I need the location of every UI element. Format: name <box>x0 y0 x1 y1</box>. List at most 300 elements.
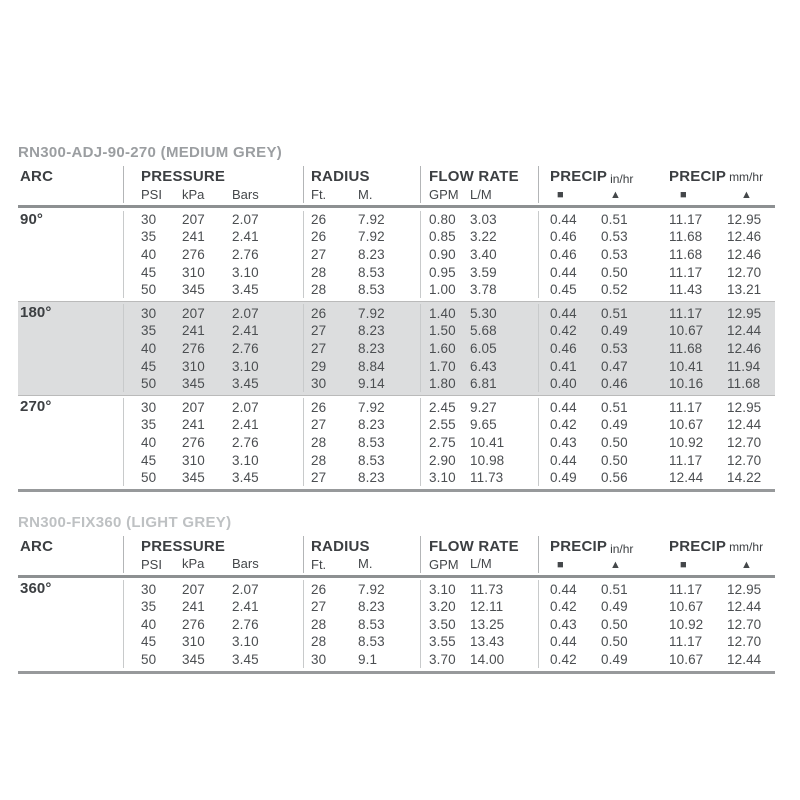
arc-label: 90° <box>20 210 43 228</box>
column-header-pressure <box>123 536 303 556</box>
cell-psi: 30 <box>123 580 172 598</box>
cell-precip-inhr-triangle: 0.51 <box>601 399 628 415</box>
cell-precip-mmhr-square: 11.43 <box>669 282 703 298</box>
table-bottom-rule <box>18 489 775 492</box>
cell-psi: 45 <box>123 263 172 281</box>
cell-bars: 2.76 <box>232 616 259 632</box>
cell-psi: 40 <box>123 434 172 452</box>
column-subheader-radius-m: M. <box>358 556 373 572</box>
triangle-icon <box>598 186 660 203</box>
cell-radius-ft: 28 <box>303 451 355 469</box>
cell-precip-inhr-triangle: 0.50 <box>601 264 628 280</box>
symbol-glyph: ■ <box>557 558 564 571</box>
column-header-arc: ARC <box>20 537 54 555</box>
triangle-icon <box>598 556 660 573</box>
cell-precip-mmhr-triangle: 12.95 <box>727 305 762 321</box>
cell-psi: 45 <box>123 357 172 375</box>
column-header-radius <box>303 166 420 186</box>
cell-precip-mmhr-triangle: 12.44 <box>727 652 762 668</box>
cell-radius-m: 7.92 <box>358 581 385 597</box>
cell-kpa: 345 <box>182 282 205 298</box>
column-header-label: PRESSURE <box>141 168 226 185</box>
column-header-unit: mm/hr <box>729 539 764 554</box>
cell-kpa: 241 <box>182 323 205 339</box>
cell-radius-m: 8.53 <box>358 264 385 280</box>
column-header-label: PRECIP <box>669 168 727 185</box>
cell-psi: 35 <box>123 598 172 616</box>
cell-precip-mmhr-square: 11.68 <box>669 246 703 262</box>
datasheet-content <box>18 144 775 696</box>
column-header-precip-in <box>538 166 660 186</box>
cell-precip-inhr-square: 0.44 <box>538 580 598 598</box>
cell-psi: 30 <box>123 211 172 229</box>
symbol-glyph: ■ <box>680 558 687 571</box>
cell-precip-mmhr-square: 11.17 <box>669 399 703 415</box>
cell-precip-mmhr-square: 10.41 <box>669 358 704 374</box>
cell-flow-gpm: 3.10 <box>420 580 468 598</box>
column-header-label: PRESSURE <box>141 537 226 555</box>
cell-precip-inhr-triangle: 0.51 <box>601 305 628 321</box>
cell-psi: 50 <box>123 651 172 669</box>
symbol-glyph: ■ <box>680 189 687 201</box>
table-row <box>18 357 775 375</box>
cell-kpa: 345 <box>182 376 205 392</box>
table-title: RN300-ADJ-90-270 (MEDIUM GREY) <box>18 144 283 161</box>
cell-precip-mmhr-triangle: 12.44 <box>727 599 762 615</box>
column-header-label: RADIUS <box>311 537 370 555</box>
symbol-glyph: ▲ <box>741 189 752 201</box>
cell-precip-inhr-square: 0.43 <box>538 434 598 452</box>
table-title: RN300-FIX360 (LIGHT GREY) <box>18 513 232 531</box>
cell-flow-lm: 6.81 <box>470 376 497 392</box>
cell-flow-gpm: 1.70 <box>420 357 468 375</box>
cell-precip-mmhr-square: 11.17 <box>669 581 703 597</box>
cell-flow-lm: 12.11 <box>470 599 504 615</box>
cell-precip-mmhr-square: 12.44 <box>669 470 704 486</box>
cell-psi: 45 <box>123 451 172 469</box>
cell-flow-gpm: 1.40 <box>420 304 468 322</box>
cell-flow-gpm: 0.85 <box>420 228 468 246</box>
cell-precip-mmhr-square: 10.92 <box>669 616 704 632</box>
cell-bars: 3.10 <box>232 358 259 374</box>
cell-kpa: 207 <box>182 212 205 227</box>
cell-flow-lm: 11.73 <box>470 470 504 486</box>
cell-flow-gpm: 3.10 <box>420 469 468 487</box>
cell-bars: 2.76 <box>232 246 259 262</box>
cell-precip-inhr-triangle: 0.49 <box>601 417 628 433</box>
cell-flow-lm: 10.98 <box>470 452 505 468</box>
cell-radius-ft: 30 <box>303 375 355 393</box>
cell-bars: 2.07 <box>232 581 259 597</box>
cell-precip-mmhr-triangle: 12.46 <box>727 229 762 245</box>
cell-bars: 2.41 <box>232 229 259 245</box>
column-header-label: RADIUS <box>311 168 370 185</box>
cell-radius-ft: 28 <box>303 616 355 634</box>
column-header-precip-mm <box>660 167 775 186</box>
arc-section-270 <box>18 395 775 489</box>
cell-radius-m: 9.14 <box>358 376 385 392</box>
cell-precip-inhr-square: 0.44 <box>538 263 598 281</box>
cell-psi: 30 <box>123 398 172 416</box>
table-row <box>18 228 775 246</box>
arc-label: 270° <box>20 398 52 416</box>
cell-radius-m: 9.1 <box>358 652 378 668</box>
cell-bars: 3.45 <box>232 376 259 392</box>
cell-flow-lm: 3.59 <box>470 264 497 280</box>
cell-flow-gpm: 3.70 <box>420 651 468 669</box>
cell-precip-inhr-square: 0.46 <box>538 246 598 264</box>
cell-kpa: 207 <box>182 305 205 321</box>
cell-precip-mmhr-triangle: 12.46 <box>727 246 762 262</box>
cell-precip-inhr-square: 0.42 <box>538 416 598 434</box>
cell-flow-lm: 3.40 <box>470 246 497 262</box>
symbol-glyph: ▲ <box>610 189 621 201</box>
cell-radius-ft: 26 <box>303 211 355 229</box>
cell-radius-ft: 26 <box>303 398 355 416</box>
cell-precip-mmhr-triangle: 12.95 <box>727 212 762 227</box>
column-subheader-psi: PSI <box>123 556 172 573</box>
cell-bars: 3.10 <box>232 264 259 280</box>
cell-psi: 35 <box>123 228 172 246</box>
column-subheader-kpa: kPa <box>182 556 205 572</box>
column-subheader-flow-lm: L/M <box>470 186 492 202</box>
cell-flow-lm: 9.27 <box>470 399 497 415</box>
cell-precip-inhr-square: 0.42 <box>538 598 598 616</box>
cell-bars: 2.41 <box>232 417 259 433</box>
cell-radius-ft: 28 <box>303 281 355 299</box>
cell-kpa: 345 <box>182 652 205 668</box>
cell-kpa: 310 <box>182 358 205 374</box>
cell-precip-inhr-triangle: 0.50 <box>601 434 628 450</box>
header-group-row <box>18 536 775 556</box>
cell-radius-m: 8.53 <box>358 282 385 298</box>
cell-radius-ft: 26 <box>303 228 355 246</box>
cell-flow-lm: 13.43 <box>470 634 505 650</box>
cell-precip-mmhr-square: 11.17 <box>669 634 703 650</box>
cell-flow-gpm: 3.50 <box>420 616 468 634</box>
cell-precip-inhr-square: 0.46 <box>538 340 598 358</box>
cell-flow-gpm: 0.95 <box>420 263 468 281</box>
cell-radius-m: 8.53 <box>358 452 385 468</box>
cell-flow-lm: 5.68 <box>470 323 497 339</box>
cell-precip-mmhr-triangle: 12.95 <box>727 581 762 597</box>
cell-precip-mmhr-triangle: 12.70 <box>727 634 762 650</box>
cell-precip-mmhr-square: 11.17 <box>669 264 703 280</box>
cell-bars: 2.07 <box>232 212 259 227</box>
cell-radius-ft: 27 <box>303 246 355 264</box>
cell-precip-mmhr-square: 11.68 <box>669 340 703 356</box>
cell-radius-m: 7.92 <box>358 399 385 415</box>
cell-kpa: 276 <box>182 246 205 262</box>
table-row <box>18 375 775 393</box>
cell-precip-inhr-square: 0.43 <box>538 616 598 634</box>
table-row <box>18 263 775 281</box>
cell-psi: 50 <box>123 375 172 393</box>
cell-radius-m: 8.23 <box>358 246 385 262</box>
cell-precip-mmhr-square: 11.17 <box>669 305 703 321</box>
cell-kpa: 276 <box>182 434 205 450</box>
column-header-precip-in <box>538 536 660 556</box>
table-row <box>18 246 775 264</box>
cell-precip-inhr-square: 0.44 <box>538 304 598 322</box>
cell-precip-mmhr-triangle: 12.44 <box>727 323 762 339</box>
cell-precip-mmhr-square: 11.17 <box>669 452 703 468</box>
cell-bars: 3.45 <box>232 652 259 668</box>
cell-precip-inhr-triangle: 0.50 <box>601 452 628 468</box>
cell-radius-m: 8.84 <box>358 358 385 374</box>
cell-psi: 50 <box>123 469 172 487</box>
cell-precip-inhr-triangle: 0.50 <box>601 616 628 632</box>
cell-radius-ft: 28 <box>303 263 355 281</box>
column-header-unit: in/hr <box>610 172 634 186</box>
cell-psi: 40 <box>123 616 172 634</box>
symbol-glyph: ■ <box>557 189 564 201</box>
cell-flow-gpm: 0.80 <box>420 211 468 229</box>
table-row <box>18 451 775 469</box>
column-header-unit: in/hr <box>610 541 634 556</box>
square-icon <box>660 556 725 573</box>
column-header-flow <box>420 166 538 186</box>
cell-precip-mmhr-triangle: 12.70 <box>727 452 762 468</box>
column-subheader-psi: PSI <box>123 186 172 203</box>
column-header-flow <box>420 536 538 556</box>
cell-flow-gpm: 3.20 <box>420 598 468 616</box>
cell-bars: 2.41 <box>232 599 259 615</box>
cell-precip-mmhr-square: 11.17 <box>669 212 703 227</box>
cell-flow-lm: 3.03 <box>470 212 497 227</box>
cell-flow-lm: 9.65 <box>470 417 497 433</box>
cell-precip-inhr-triangle: 0.53 <box>601 246 628 262</box>
performance-table-fix360 <box>18 514 775 674</box>
triangle-icon <box>725 186 775 203</box>
cell-flow-gpm: 1.60 <box>420 340 468 358</box>
table-body <box>18 208 775 489</box>
cell-precip-inhr-square: 0.49 <box>538 469 598 487</box>
cell-precip-inhr-triangle: 0.53 <box>601 229 628 245</box>
square-icon <box>538 556 598 573</box>
cell-precip-mmhr-triangle: 12.46 <box>727 340 762 356</box>
cell-flow-lm: 5.30 <box>470 305 497 321</box>
cell-kpa: 310 <box>182 264 205 280</box>
cell-precip-mmhr-triangle: 12.70 <box>727 434 762 450</box>
cell-kpa: 241 <box>182 599 205 615</box>
cell-psi: 40 <box>123 340 172 358</box>
column-subheader-radius-ft: Ft. <box>303 556 355 573</box>
cell-flow-lm: 10.41 <box>470 434 505 450</box>
cell-psi: 35 <box>123 416 172 434</box>
cell-radius-ft: 28 <box>303 633 355 651</box>
cell-flow-gpm: 2.90 <box>420 451 468 469</box>
arc-label: 180° <box>20 304 52 322</box>
cell-radius-ft: 27 <box>303 416 355 434</box>
cell-radius-m: 8.23 <box>358 470 385 486</box>
cell-bars: 2.76 <box>232 434 259 450</box>
table-row <box>18 651 775 669</box>
cell-bars: 3.10 <box>232 452 259 468</box>
cell-radius-m: 7.92 <box>358 212 385 227</box>
cell-precip-inhr-triangle: 0.46 <box>601 376 628 392</box>
table-row <box>18 416 775 434</box>
table-row <box>18 434 775 452</box>
cell-bars: 3.10 <box>232 634 259 650</box>
table-header <box>18 536 775 578</box>
cell-kpa: 310 <box>182 452 205 468</box>
arc-section-360 <box>18 578 775 671</box>
column-subheader-radius-ft: Ft. <box>303 186 355 203</box>
cell-bars: 3.45 <box>232 470 259 486</box>
square-icon <box>538 186 598 203</box>
triangle-icon <box>725 556 775 573</box>
cell-precip-inhr-triangle: 0.51 <box>601 581 628 597</box>
column-subheader-bars: Bars <box>232 186 259 202</box>
cell-flow-gpm: 2.55 <box>420 416 468 434</box>
cell-bars: 2.07 <box>232 399 259 415</box>
arc-section-90 <box>18 208 775 301</box>
table-row <box>18 211 775 229</box>
cell-precip-mmhr-square: 10.92 <box>669 434 704 450</box>
square-icon <box>660 186 725 203</box>
cell-flow-lm: 3.22 <box>470 229 497 245</box>
cell-precip-mmhr-triangle: 11.94 <box>727 358 761 374</box>
cell-radius-m: 8.53 <box>358 616 385 632</box>
cell-precip-inhr-square: 0.44 <box>538 398 598 416</box>
column-header-pressure <box>123 166 303 186</box>
cell-precip-mmhr-triangle: 12.70 <box>727 264 762 280</box>
cell-precip-inhr-square: 0.44 <box>538 451 598 469</box>
column-header-label: PRECIP <box>669 537 727 555</box>
cell-precip-inhr-triangle: 0.50 <box>601 634 628 650</box>
header-sub-row <box>18 186 775 203</box>
column-subheader-flow-lm: L/M <box>470 556 492 572</box>
column-subheader-flow-gpm: GPM <box>420 186 468 203</box>
cell-radius-ft: 27 <box>303 469 355 487</box>
cell-precip-mmhr-triangle: 12.44 <box>727 417 762 433</box>
table-row <box>18 322 775 340</box>
cell-radius-ft: 29 <box>303 357 355 375</box>
symbol-glyph: ▲ <box>610 558 621 571</box>
column-subheader-radius-m: M. <box>358 186 373 202</box>
column-header-radius <box>303 536 420 556</box>
cell-kpa: 241 <box>182 417 205 433</box>
cell-flow-lm: 6.43 <box>470 358 497 374</box>
cell-kpa: 207 <box>182 399 205 415</box>
header-sub-row <box>18 556 775 573</box>
table-row <box>18 616 775 634</box>
column-subheader-flow-gpm: GPM <box>420 556 468 573</box>
cell-bars: 3.45 <box>232 282 259 298</box>
cell-radius-m: 7.92 <box>358 305 385 321</box>
table-row <box>18 469 775 487</box>
cell-precip-mmhr-triangle: 12.70 <box>727 616 762 632</box>
cell-radius-ft: 27 <box>303 322 355 340</box>
table-row <box>18 598 775 616</box>
column-header-label: FLOW RATE <box>429 168 519 185</box>
column-subheader-kpa: kPa <box>182 186 205 202</box>
cell-flow-gpm: 3.55 <box>420 633 468 651</box>
cell-precip-mmhr-triangle: 13.21 <box>727 282 762 298</box>
cell-kpa: 207 <box>182 581 205 597</box>
cell-radius-m: 8.23 <box>358 340 385 356</box>
cell-flow-gpm: 2.75 <box>420 434 468 452</box>
table-row <box>18 633 775 651</box>
cell-kpa: 345 <box>182 470 205 486</box>
cell-precip-inhr-triangle: 0.49 <box>601 652 628 668</box>
arc-section-180 <box>18 301 775 395</box>
column-subheader-bars: Bars <box>232 556 259 572</box>
cell-precip-inhr-triangle: 0.51 <box>601 212 628 227</box>
column-header-precip-mm <box>660 537 775 556</box>
cell-precip-inhr-square: 0.45 <box>538 281 598 299</box>
cell-kpa: 276 <box>182 616 205 632</box>
performance-table-adj-90-270 <box>18 144 775 492</box>
cell-kpa: 276 <box>182 340 205 356</box>
cell-precip-mmhr-square: 11.68 <box>669 229 703 245</box>
column-header-unit: mm/hr <box>729 170 764 184</box>
cell-precip-inhr-triangle: 0.47 <box>601 358 628 374</box>
arc-label: 360° <box>20 580 52 598</box>
cell-precip-inhr-square: 0.41 <box>538 357 598 375</box>
cell-flow-gpm: 0.90 <box>420 246 468 264</box>
column-header-label: FLOW RATE <box>429 537 519 555</box>
cell-radius-m: 8.53 <box>358 434 385 450</box>
cell-precip-mmhr-triangle: 14.22 <box>727 470 762 486</box>
table-bottom-rule <box>18 671 775 674</box>
header-group-row <box>18 166 775 186</box>
cell-precip-inhr-triangle: 0.49 <box>601 599 628 615</box>
cell-precip-inhr-triangle: 0.49 <box>601 323 628 339</box>
cell-precip-inhr-triangle: 0.53 <box>601 340 628 356</box>
column-header-label: PRECIP <box>550 537 608 555</box>
cell-precip-inhr-square: 0.42 <box>538 651 598 669</box>
cell-bars: 2.76 <box>232 340 259 356</box>
table-header <box>18 166 775 208</box>
cell-radius-ft: 30 <box>303 651 355 669</box>
cell-precip-mmhr-square: 10.67 <box>669 652 704 668</box>
cell-radius-m: 8.53 <box>358 634 385 650</box>
cell-radius-ft: 28 <box>303 434 355 452</box>
cell-flow-lm: 11.73 <box>470 581 504 597</box>
table-body <box>18 578 775 671</box>
cell-precip-inhr-triangle: 0.52 <box>601 282 628 298</box>
cell-radius-m: 8.23 <box>358 417 385 433</box>
cell-flow-gpm: 1.80 <box>420 375 468 393</box>
cell-radius-ft: 26 <box>303 304 355 322</box>
table-row <box>18 580 775 598</box>
cell-psi: 40 <box>123 246 172 264</box>
cell-psi: 45 <box>123 633 172 651</box>
cell-precip-inhr-triangle: 0.56 <box>601 470 628 486</box>
cell-precip-mmhr-square: 10.67 <box>669 599 704 615</box>
cell-flow-lm: 13.25 <box>470 616 505 632</box>
cell-flow-lm: 3.78 <box>470 282 497 298</box>
column-header-label: PRECIP <box>550 168 608 185</box>
table-row <box>18 304 775 322</box>
cell-psi: 35 <box>123 322 172 340</box>
cell-precip-mmhr-triangle: 11.68 <box>727 376 761 392</box>
table-row <box>18 398 775 416</box>
cell-kpa: 310 <box>182 634 205 650</box>
cell-radius-ft: 26 <box>303 580 355 598</box>
cell-precip-mmhr-triangle: 12.95 <box>727 399 762 415</box>
cell-flow-lm: 14.00 <box>470 652 505 668</box>
cell-precip-mmhr-square: 10.67 <box>669 323 704 339</box>
cell-radius-ft: 27 <box>303 598 355 616</box>
cell-radius-m: 8.23 <box>358 599 385 615</box>
cell-kpa: 241 <box>182 229 205 245</box>
symbol-glyph: ▲ <box>741 558 752 571</box>
cell-radius-ft: 27 <box>303 340 355 358</box>
cell-radius-m: 8.23 <box>358 323 385 339</box>
